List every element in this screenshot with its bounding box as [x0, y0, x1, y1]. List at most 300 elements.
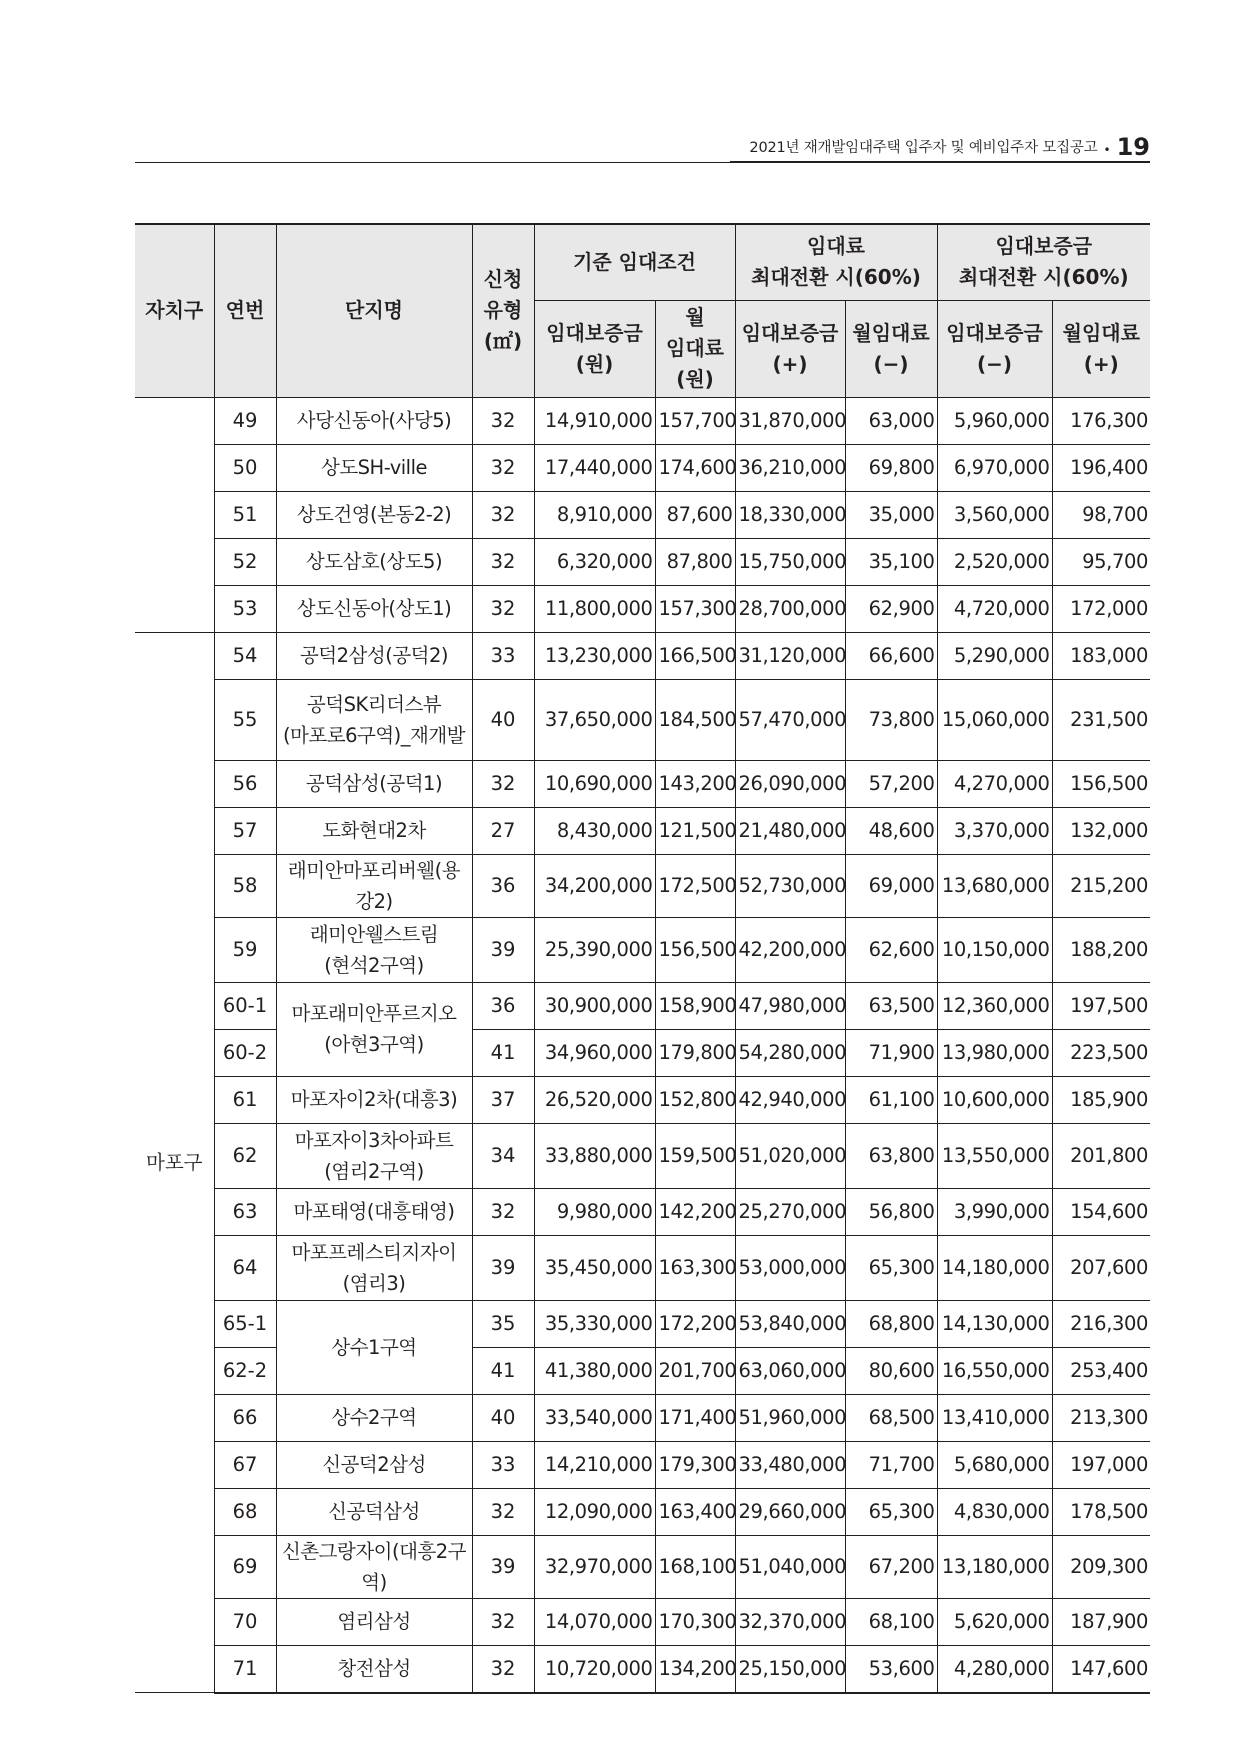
type-cell: 32 [472, 1188, 534, 1235]
complex-name-cell [276, 1394, 472, 1441]
value-cell-r2: 71,700 [845, 1441, 937, 1488]
col-base-rent [655, 300, 735, 397]
complex-name-line1: 마포자이2차(대흥3) [290, 1088, 458, 1111]
district-cell-mapo: 마포구 [135, 632, 214, 1693]
value-cell-d1: 6,320,000 [534, 538, 655, 585]
type-cell: 32 [472, 1488, 534, 1535]
value-cell-r2: 53,600 [845, 1645, 937, 1693]
type-cell: 27 [472, 807, 534, 854]
type-cell: 39 [472, 917, 534, 982]
value-cell-r1: 157,700 [655, 397, 735, 444]
table-row [135, 538, 1150, 585]
serial-cell: 50 [214, 444, 276, 491]
value-cell-d3: 10,150,000 [937, 917, 1052, 982]
complex-name-line1: 공덕2삼성(공덕2) [299, 644, 449, 667]
value-cell-r2: 57,200 [845, 760, 937, 807]
serial-cell: 58 [214, 854, 276, 917]
group-deposit-line2: 최대전환 시(60%) [958, 265, 1129, 290]
value-cell-d1: 14,910,000 [534, 397, 655, 444]
type-cell: 32 [472, 397, 534, 444]
value-cell-r1: 158,900 [655, 982, 735, 1029]
value-cell-d2: 31,120,000 [735, 632, 845, 679]
col-type [472, 224, 534, 397]
serial-cell: 63 [214, 1188, 276, 1235]
value-cell-d1: 8,910,000 [534, 491, 655, 538]
serial-cell: 62 [214, 1123, 276, 1188]
type-cell: 34 [472, 1123, 534, 1188]
value-cell-r2: 63,800 [845, 1123, 937, 1188]
table-row [135, 807, 1150, 854]
value-cell-r3: 231,500 [1052, 679, 1150, 760]
value-cell-d2: 42,200,000 [735, 917, 845, 982]
type-cell: 40 [472, 679, 534, 760]
value-cell-r2: 35,000 [845, 491, 937, 538]
value-cell-d1: 25,390,000 [534, 917, 655, 982]
serial-cell: 70 [214, 1598, 276, 1645]
value-cell-r2: 71,900 [845, 1029, 937, 1076]
value-cell-d1: 41,380,000 [534, 1347, 655, 1394]
value-cell-r3: 176,300 [1052, 397, 1150, 444]
complex-name-cell [276, 760, 472, 807]
value-cell-r1: 152,800 [655, 1076, 735, 1123]
complex-name-cell [276, 1645, 472, 1693]
complex-name-line2: (염리3) [342, 1271, 406, 1295]
value-cell-d3: 5,620,000 [937, 1598, 1052, 1645]
type-cell: 41 [472, 1029, 534, 1076]
table-row [135, 679, 1150, 760]
value-cell-d1: 26,520,000 [534, 1076, 655, 1123]
table-body [135, 397, 1150, 1693]
col-base-deposit-line1: 임대보증금 [546, 320, 643, 345]
complex-name-line1: 공덕삼성(공덕1) [305, 772, 443, 795]
type-cell: 33 [472, 1441, 534, 1488]
document-title: 2021년 재개발임대주택 입주자 및 예비입주자 모집공고 [749, 140, 1098, 156]
complex-name-line1: 상도건영(본동2-2) [296, 503, 452, 526]
value-cell-d1: 32,970,000 [534, 1535, 655, 1598]
complex-name-cell [276, 1076, 472, 1123]
value-cell-r2: 73,800 [845, 679, 937, 760]
value-cell-d1: 35,450,000 [534, 1235, 655, 1300]
table-row [135, 1441, 1150, 1488]
serial-cell: 62-2 [214, 1347, 276, 1394]
serial-cell: 49 [214, 397, 276, 444]
value-cell-d3: 5,960,000 [937, 397, 1052, 444]
table-row [135, 982, 1150, 1029]
value-cell-r3: 197,000 [1052, 1441, 1150, 1488]
value-cell-r3: 183,000 [1052, 632, 1150, 679]
col-rent-deposit-line1: 임대보증금 [741, 320, 839, 345]
value-cell-r3: 188,200 [1052, 917, 1150, 982]
col-dep-rent-line2: (+) [1083, 351, 1119, 376]
table-header [135, 224, 1150, 397]
complex-name-cell [276, 1598, 472, 1645]
value-cell-d3: 16,550,000 [937, 1347, 1052, 1394]
type-cell: 37 [472, 1076, 534, 1123]
value-cell-d1: 17,440,000 [534, 444, 655, 491]
serial-cell: 64 [214, 1235, 276, 1300]
complex-name-cell [276, 444, 472, 491]
value-cell-r2: 48,600 [845, 807, 937, 854]
col-type-line1: 신청 [483, 267, 523, 292]
serial-cell: 51 [214, 491, 276, 538]
col-dep-deposit-line2: (−) [976, 351, 1013, 376]
complex-name-cell [276, 632, 472, 679]
value-cell-d3: 14,130,000 [937, 1300, 1052, 1347]
complex-name-line1: 마포프레스티지자이 [291, 1240, 457, 1264]
complex-name-line1: 사당신동아(사당5) [296, 409, 452, 432]
value-cell-r1: 163,300 [655, 1235, 735, 1300]
complex-name-cell [276, 491, 472, 538]
serial-cell: 55 [214, 679, 276, 760]
value-cell-d2: 36,210,000 [735, 444, 845, 491]
col-base-rent-line3: (원) [676, 367, 714, 391]
value-cell-d3: 3,370,000 [937, 807, 1052, 854]
value-cell-r1: 172,200 [655, 1300, 735, 1347]
table-row [135, 1300, 1150, 1347]
col-type-line2: 유형 [483, 298, 523, 323]
value-cell-r1: 179,800 [655, 1029, 735, 1076]
value-cell-r2: 62,600 [845, 917, 937, 982]
serial-cell: 54 [214, 632, 276, 679]
complex-name-cell [276, 1488, 472, 1535]
complex-name-line1: 염리삼성 [337, 1610, 411, 1633]
value-cell-d1: 34,200,000 [534, 854, 655, 917]
value-cell-d2: 31,870,000 [735, 397, 845, 444]
complex-name-line1: 도화현대2차 [322, 819, 426, 842]
complex-name-line1: 신촌그랑자이(대흥2구역) [281, 1539, 467, 1594]
complex-name-line1: 신공덕2삼성 [322, 1453, 426, 1476]
table-row [135, 1235, 1150, 1300]
value-cell-d3: 15,060,000 [937, 679, 1052, 760]
complex-name-cell [276, 1441, 472, 1488]
value-cell-d3: 3,560,000 [937, 491, 1052, 538]
complex-name-cell [276, 1535, 472, 1598]
value-cell-r2: 67,200 [845, 1535, 937, 1598]
value-cell-r2: 61,100 [845, 1076, 937, 1123]
value-cell-d2: 42,940,000 [735, 1076, 845, 1123]
value-cell-r2: 62,900 [845, 585, 937, 632]
value-cell-r3: 187,900 [1052, 1598, 1150, 1645]
value-cell-r1: 134,200 [655, 1645, 735, 1693]
col-base-rent-line1: 월 [685, 305, 705, 329]
table-row [135, 760, 1150, 807]
col-dep-rent-line1: 월임대료 [1062, 320, 1140, 345]
value-cell-d2: 32,370,000 [735, 1598, 845, 1645]
value-cell-r2: 65,300 [845, 1235, 937, 1300]
value-cell-d1: 14,070,000 [534, 1598, 655, 1645]
type-cell: 32 [472, 1645, 534, 1693]
col-rent-rent [845, 300, 937, 397]
value-cell-r3: 95,700 [1052, 538, 1150, 585]
value-cell-d3: 10,600,000 [937, 1076, 1052, 1123]
value-cell-r2: 69,800 [845, 444, 937, 491]
value-cell-d1: 12,090,000 [534, 1488, 655, 1535]
value-cell-d2: 51,960,000 [735, 1394, 845, 1441]
complex-name-line1: 상도SH-ville [320, 456, 428, 479]
complex-name-cell [276, 585, 472, 632]
group-deposit-line1: 임대보증금 [995, 234, 1093, 259]
complex-name-cell [276, 982, 472, 1076]
serial-cell: 67 [214, 1441, 276, 1488]
value-cell-d1: 9,980,000 [534, 1188, 655, 1235]
value-cell-r1: 168,100 [655, 1535, 735, 1598]
serial-cell: 69 [214, 1535, 276, 1598]
type-cell: 32 [472, 585, 534, 632]
complex-name-line1: 상도삼호(상도5) [305, 550, 443, 573]
value-cell-r3: 185,900 [1052, 1076, 1150, 1123]
bullet-separator: • [1103, 143, 1111, 157]
complex-name-cell [276, 1300, 472, 1394]
table-row [135, 1535, 1150, 1598]
value-cell-d1: 33,880,000 [534, 1123, 655, 1188]
value-cell-r2: 63,000 [845, 397, 937, 444]
value-cell-r3: 209,300 [1052, 1535, 1150, 1598]
group-rent-line2: 최대전환 시(60%) [751, 265, 921, 290]
value-cell-r1: 87,800 [655, 538, 735, 585]
value-cell-d2: 29,660,000 [735, 1488, 845, 1535]
value-cell-r2: 65,300 [845, 1488, 937, 1535]
col-base-deposit [534, 300, 655, 397]
col-serial: 연번 [214, 224, 276, 397]
value-cell-d3: 14,180,000 [937, 1235, 1052, 1300]
value-cell-r1: 156,500 [655, 917, 735, 982]
value-cell-r3: 154,600 [1052, 1188, 1150, 1235]
value-cell-d1: 37,650,000 [534, 679, 655, 760]
complex-name-line1: 래미안웰스트림 [309, 922, 439, 946]
type-cell: 36 [472, 982, 534, 1029]
value-cell-r1: 142,200 [655, 1188, 735, 1235]
table-row [135, 444, 1150, 491]
col-rent-deposit [735, 300, 845, 397]
value-cell-d3: 4,270,000 [937, 760, 1052, 807]
col-dep-deposit-line1: 임대보증금 [946, 320, 1043, 345]
value-cell-r3: 172,000 [1052, 585, 1150, 632]
value-cell-d1: 35,330,000 [534, 1300, 655, 1347]
serial-cell: 71 [214, 1645, 276, 1693]
table-row [135, 1076, 1150, 1123]
complex-name-line2: (현석2구역) [324, 953, 424, 977]
value-cell-r2: 69,000 [845, 854, 937, 917]
value-cell-d1: 33,540,000 [534, 1394, 655, 1441]
col-district: 자치구 [135, 224, 214, 397]
col-dep-deposit [937, 300, 1052, 397]
type-cell: 39 [472, 1535, 534, 1598]
complex-name-line1: 마포자이3차아파트 [294, 1128, 454, 1152]
type-cell: 32 [472, 1598, 534, 1645]
table-row [135, 1394, 1150, 1441]
district-cell-blank [135, 397, 214, 632]
group-base-conditions: 기준 임대조건 [534, 224, 735, 300]
value-cell-r3: 178,500 [1052, 1488, 1150, 1535]
col-rent-rent-line2: (−) [873, 351, 909, 376]
value-cell-d1: 30,900,000 [534, 982, 655, 1029]
value-cell-d1: 10,720,000 [534, 1645, 655, 1693]
value-cell-r2: 63,500 [845, 982, 937, 1029]
value-cell-r3: 201,800 [1052, 1123, 1150, 1188]
value-cell-d1: 8,430,000 [534, 807, 655, 854]
complex-name-line1: 마포태영(대흥태영) [293, 1200, 455, 1223]
col-rent-deposit-line2: (+) [772, 351, 808, 376]
table-row [135, 1645, 1150, 1693]
value-cell-r3: 147,600 [1052, 1645, 1150, 1693]
value-cell-r1: 170,300 [655, 1598, 735, 1645]
value-cell-r2: 68,100 [845, 1598, 937, 1645]
serial-cell: 52 [214, 538, 276, 585]
serial-cell: 60-1 [214, 982, 276, 1029]
value-cell-r1: 171,400 [655, 1394, 735, 1441]
value-cell-d2: 57,470,000 [735, 679, 845, 760]
value-cell-d1: 11,800,000 [534, 585, 655, 632]
type-cell: 40 [472, 1394, 534, 1441]
value-cell-r2: 35,100 [845, 538, 937, 585]
value-cell-r1: 201,700 [655, 1347, 735, 1394]
serial-cell: 53 [214, 585, 276, 632]
page-number: 19 [1116, 133, 1150, 161]
value-cell-d1: 34,960,000 [534, 1029, 655, 1076]
type-cell: 41 [472, 1347, 534, 1394]
serial-cell: 57 [214, 807, 276, 854]
value-cell-d2: 63,060,000 [735, 1347, 845, 1394]
value-cell-d3: 12,360,000 [937, 982, 1052, 1029]
value-cell-d3: 4,280,000 [937, 1645, 1052, 1693]
value-cell-r2: 56,800 [845, 1188, 937, 1235]
serial-cell: 60-2 [214, 1029, 276, 1076]
value-cell-r1: 121,500 [655, 807, 735, 854]
value-cell-d2: 21,480,000 [735, 807, 845, 854]
col-dep-rent [1052, 300, 1150, 397]
value-cell-d1: 13,230,000 [534, 632, 655, 679]
complex-name-line1: 공덕SK리더스뷰 [306, 692, 442, 716]
serial-cell: 56 [214, 760, 276, 807]
value-cell-d2: 51,040,000 [735, 1535, 845, 1598]
complex-name-line2: (염리2구역) [324, 1159, 424, 1183]
type-cell: 36 [472, 854, 534, 917]
complex-name-line1: 마포래미안푸르지오 [291, 1002, 457, 1025]
value-cell-r1: 184,500 [655, 679, 735, 760]
type-cell: 33 [472, 632, 534, 679]
value-cell-r3: 132,000 [1052, 807, 1150, 854]
value-cell-r1: 163,400 [655, 1488, 735, 1535]
serial-cell: 66 [214, 1394, 276, 1441]
complex-name-cell [276, 1188, 472, 1235]
table-row [135, 397, 1150, 444]
value-cell-d3: 13,980,000 [937, 1029, 1052, 1076]
page-header [135, 131, 1150, 161]
complex-name-cell [276, 917, 472, 982]
header-rule-accent [730, 161, 1150, 163]
group-deposit-conversion [937, 224, 1150, 300]
value-cell-d3: 5,680,000 [937, 1441, 1052, 1488]
value-cell-r1: 143,200 [655, 760, 735, 807]
table-row [135, 632, 1150, 679]
col-base-deposit-line2: (원) [575, 351, 614, 376]
value-cell-d3: 13,180,000 [937, 1535, 1052, 1598]
value-cell-r3: 196,400 [1052, 444, 1150, 491]
table-row [135, 491, 1150, 538]
value-cell-d2: 25,270,000 [735, 1188, 845, 1235]
value-cell-r1: 166,500 [655, 632, 735, 679]
complex-name-cell [276, 679, 472, 760]
value-cell-d3: 13,680,000 [937, 854, 1052, 917]
col-base-rent-line2: 임대료 [666, 336, 724, 360]
value-cell-r2: 68,800 [845, 1300, 937, 1347]
table-row [135, 1123, 1150, 1188]
value-cell-r3: 197,500 [1052, 982, 1150, 1029]
value-cell-d2: 51,020,000 [735, 1123, 845, 1188]
value-cell-r2: 68,500 [845, 1394, 937, 1441]
value-cell-d2: 47,980,000 [735, 982, 845, 1029]
value-cell-d2: 26,090,000 [735, 760, 845, 807]
value-cell-r3: 156,500 [1052, 760, 1150, 807]
complex-name-line1: 래미안마포리버웰(용강2) [287, 858, 461, 913]
type-cell: 32 [472, 444, 534, 491]
complex-name-cell [276, 854, 472, 917]
serial-cell: 61 [214, 1076, 276, 1123]
type-cell: 32 [472, 491, 534, 538]
table-row [135, 1488, 1150, 1535]
value-cell-r3: 253,400 [1052, 1347, 1150, 1394]
group-rent-line1: 임대료 [807, 234, 865, 259]
table-row [135, 917, 1150, 982]
value-cell-d3: 13,410,000 [937, 1394, 1052, 1441]
complex-name-line1: 신공덕삼성 [328, 1500, 420, 1523]
col-type-line3: (㎡) [483, 329, 523, 354]
value-cell-r1: 172,500 [655, 854, 735, 917]
value-cell-d3: 13,550,000 [937, 1123, 1052, 1188]
complex-name-cell [276, 807, 472, 854]
value-cell-d2: 28,700,000 [735, 585, 845, 632]
serial-cell: 68 [214, 1488, 276, 1535]
value-cell-r3: 216,300 [1052, 1300, 1150, 1347]
value-cell-d2: 53,000,000 [735, 1235, 845, 1300]
serial-cell: 65-1 [214, 1300, 276, 1347]
value-cell-d2: 52,730,000 [735, 854, 845, 917]
value-cell-r1: 159,500 [655, 1123, 735, 1188]
value-cell-d2: 15,750,000 [735, 538, 845, 585]
value-cell-d3: 5,290,000 [937, 632, 1052, 679]
value-cell-d2: 25,150,000 [735, 1645, 845, 1693]
serial-cell: 59 [214, 917, 276, 982]
value-cell-d2: 18,330,000 [735, 491, 845, 538]
value-cell-r1: 179,300 [655, 1441, 735, 1488]
value-cell-r1: 157,300 [655, 585, 735, 632]
value-cell-r3: 213,300 [1052, 1394, 1150, 1441]
value-cell-d3: 4,720,000 [937, 585, 1052, 632]
complex-name-cell [276, 397, 472, 444]
value-cell-r2: 80,600 [845, 1347, 937, 1394]
value-cell-r3: 223,500 [1052, 1029, 1150, 1076]
value-cell-r1: 87,600 [655, 491, 735, 538]
complex-name-line2: (마포로6구역)_재개발 [282, 723, 466, 747]
col-rent-rent-line1: 월임대료 [852, 320, 930, 345]
value-cell-r1: 174,600 [655, 444, 735, 491]
value-cell-r3: 98,700 [1052, 491, 1150, 538]
table-row [135, 854, 1150, 917]
type-cell: 35 [472, 1300, 534, 1347]
complex-name-line1: 창전삼성 [337, 1657, 411, 1680]
value-cell-d1: 10,690,000 [534, 760, 655, 807]
table-row [135, 1598, 1150, 1645]
type-cell: 39 [472, 1235, 534, 1300]
value-cell-d3: 6,970,000 [937, 444, 1052, 491]
value-cell-d1: 14,210,000 [534, 1441, 655, 1488]
complex-name-line1: 상수1구역 [331, 1335, 417, 1359]
rental-conditions-table [135, 223, 1150, 1694]
value-cell-d3: 2,520,000 [937, 538, 1052, 585]
complex-name-line1: 상수2구역 [331, 1406, 417, 1429]
value-cell-r3: 207,600 [1052, 1235, 1150, 1300]
complex-name-cell [276, 1123, 472, 1188]
